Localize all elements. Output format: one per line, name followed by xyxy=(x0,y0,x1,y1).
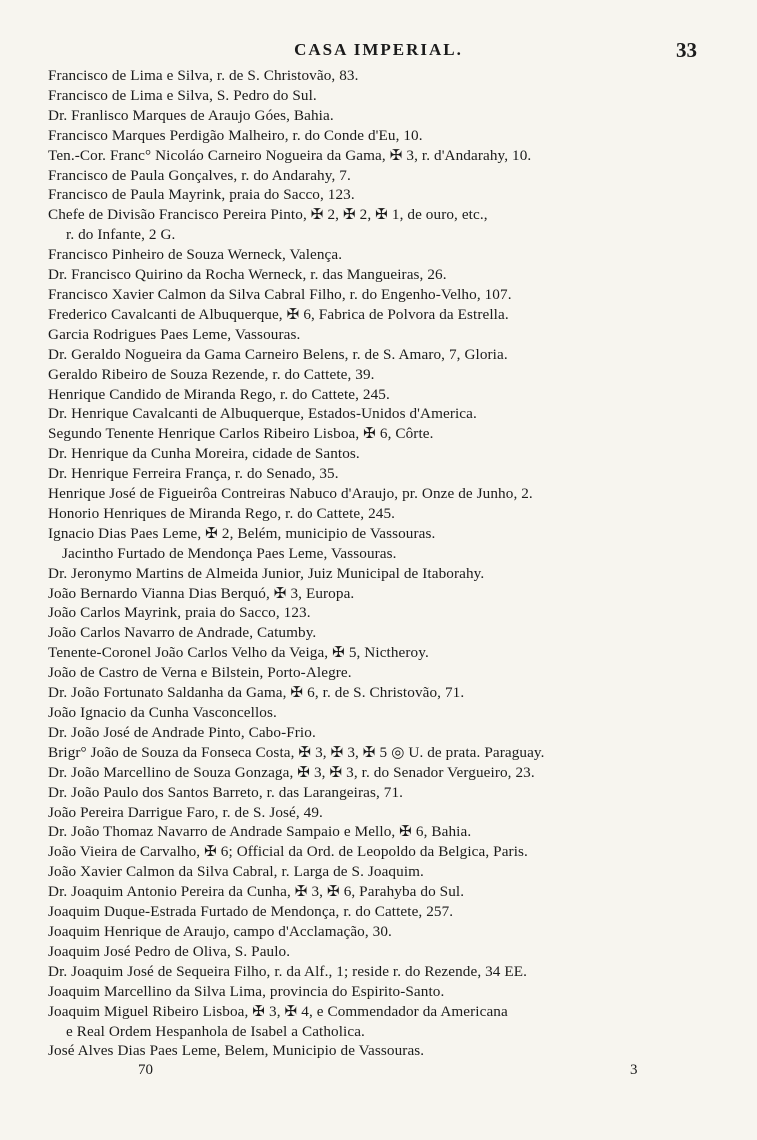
printer-signature-right: 3 xyxy=(630,1062,638,1078)
list-item: Francisco Xavier Calmon da Silva Cabral Filho, r. do Engenho-Velho, 107. xyxy=(48,285,512,303)
list-item: Dr. João José de Andrade Pinto, Cabo-Frio. xyxy=(48,723,316,741)
list-item: Dr. Jeronymo Martins de Almeida Junior, Juiz Municipal de Itaborahy. xyxy=(48,564,485,582)
list-item: Francisco Marques Perdigão Malheiro, r. do Conde d'Eu, 10. xyxy=(48,126,423,144)
list-item: Dr. Joaquim Antonio Pereira da Cunha, ✠ 3, ✠ 6, Parahyba do Sul. xyxy=(48,883,465,901)
page-number: 33 xyxy=(676,38,697,62)
list-item: Joaquim Henrique de Araujo, campo d'Acclamação, 30. xyxy=(48,922,392,940)
page-title: CASA IMPERIAL. xyxy=(294,40,463,59)
list-item: Frederico Cavalcanti de Albuquerque, ✠ 6, Fabrica de Polvora da Estrella. xyxy=(48,305,509,323)
printer-signature-left: 70 xyxy=(138,1062,153,1078)
list-item: Dr. João Paulo dos Santos Barreto, r. das Larangeiras, 71. xyxy=(48,783,404,801)
list-item: Dr. Henrique Cavalcanti de Albuquerque, Estados-Unidos d'America. xyxy=(48,405,477,423)
list-item: Dr. João Thomaz Navarro de Andrade Sampaio e Mello, ✠ 6, Bahia. xyxy=(48,823,472,841)
page-footer xyxy=(0,1062,757,1086)
list-item: João Carlos Mayrink, praia do Sacco, 123. xyxy=(48,604,311,622)
entry-list xyxy=(48,66,708,1061)
list-item: Francisco de Paula Gonçalves, r. do Andarahy, 7. xyxy=(48,166,351,184)
list-item: Joaquim Marcellino da Silva Lima, provincia do Espirito-Santo. xyxy=(48,982,445,1000)
list-item: Tenente-Coronel João Carlos Velho da Veiga, ✠ 5, Nictheroy. xyxy=(48,644,429,662)
list-item: e Real Ordem Hespanhola de Isabel a Catholica. xyxy=(66,1022,365,1040)
list-item: José Alves Dias Paes Leme, Belem, Municipio de Vassouras. xyxy=(48,1042,425,1060)
list-item: João Ignacio da Cunha Vasconcellos. xyxy=(48,704,277,721)
list-item: Ignacio Dias Paes Leme, ✠ 2, Belém, municipio de Vassouras. xyxy=(48,524,436,542)
list-item: Dr. Henrique Ferreira França, r. do Senado, 35. xyxy=(48,465,339,483)
list-item: João de Castro de Verna e Bilstein, Porto-Alegre. xyxy=(48,664,352,682)
list-item: João Xavier Calmon da Silva Cabral, r. Larga de S. Joaquim. xyxy=(48,863,424,881)
list-item: Joaquim Duque-Estrada Furtado de Mendonça, r. do Cattete, 257. xyxy=(48,903,454,921)
list-item: Dr. Joaquim José de Sequeira Filho, r. da Alf., 1; reside r. do Rezende, 34 EE. xyxy=(48,962,528,980)
list-item: Geraldo Ribeiro de Souza Rezende, r. do Cattete, 39. xyxy=(48,365,375,383)
list-item: Francisco de Lima e Silva, r. de S. Christovão, 83. xyxy=(48,67,359,84)
list-item: João Carlos Navarro de Andrade, Catumby. xyxy=(48,624,317,642)
list-item: Jacintho Furtado de Mendonça Paes Leme, Vassouras. xyxy=(62,544,397,562)
list-item: Dr. João Marcellino de Souza Gonzaga, ✠ 3, ✠ 3, r. do Senador Vergueiro, 23. xyxy=(48,763,535,781)
list-item: Dr. Franlisco Marques de Araujo Góes, Bahia. xyxy=(48,106,334,124)
list-item: João Pereira Darrigue Faro, r. de S. José, 49. xyxy=(48,803,323,821)
list-item: Segundo Tenente Henrique Carlos Ribeiro Lisboa, ✠ 6, Côrte. xyxy=(48,425,434,443)
list-item: Garcia Rodrigues Paes Leme, Vassouras. xyxy=(48,325,301,343)
list-item: Joaquim José Pedro de Oliva, S. Paulo. xyxy=(48,942,291,960)
list-item: João Vieira de Carvalho, ✠ 6; Official da Ord. de Leopoldo da Belgica, Paris. xyxy=(48,843,528,861)
list-item: Dr. João Fortunato Saldanha da Gama, ✠ 6, r. de S. Christovão, 71. xyxy=(48,684,465,702)
list-item: Dr. Henrique da Cunha Moreira, cidade de Santos. xyxy=(48,445,360,463)
list-item: Francisco de Paula Mayrink, praia do Sacco, 123. xyxy=(48,186,355,204)
list-item: Chefe de Divisão Francisco Pereira Pinto, ✠ 2, ✠ 2, ✠ 1, de ouro, etc., xyxy=(48,206,488,224)
list-item: Dr. Geraldo Nogueira da Gama Carneiro Belens, r. de S. Amaro, 7, Gloria. xyxy=(48,345,508,363)
list-item: João Bernardo Vianna Dias Berquó, ✠ 3, Europa. xyxy=(48,584,355,602)
list-item: Henrique José de Figueirôa Contreiras Nabuco d'Araujo, pr. Onze de Junho, 2. xyxy=(48,485,533,503)
list-item: Francisco de Lima e Silva, S. Pedro do Sul. xyxy=(48,86,317,104)
list-item: Brigr° João de Souza da Fonseca Costa, ✠ 3, ✠ 3, ✠ 5 ◎ U. de prata. Paraguay. xyxy=(48,743,545,761)
running-header xyxy=(0,36,757,66)
list-item: Henrique Candido de Miranda Rego, r. do Cattete, 245. xyxy=(48,385,390,403)
list-item: Ten.-Cor. Franc° Nicoláo Carneiro Nogueira da Gama, ✠ 3, r. d'Andarahy, 10. xyxy=(48,146,532,164)
list-item: r. do Infante, 2 G. xyxy=(66,226,176,244)
list-item: Joaquim Miguel Ribeiro Lisboa, ✠ 3, ✠ 4, e Commendador da Americana xyxy=(48,1002,508,1020)
list-item: Dr. Francisco Quirino da Rocha Werneck, r. das Mangueiras, 26. xyxy=(48,266,447,284)
list-item: Francisco Pinheiro de Souza Werneck, Valença. xyxy=(48,246,343,264)
list-item: Honorio Henriques de Miranda Rego, r. do Cattete, 245. xyxy=(48,504,396,522)
